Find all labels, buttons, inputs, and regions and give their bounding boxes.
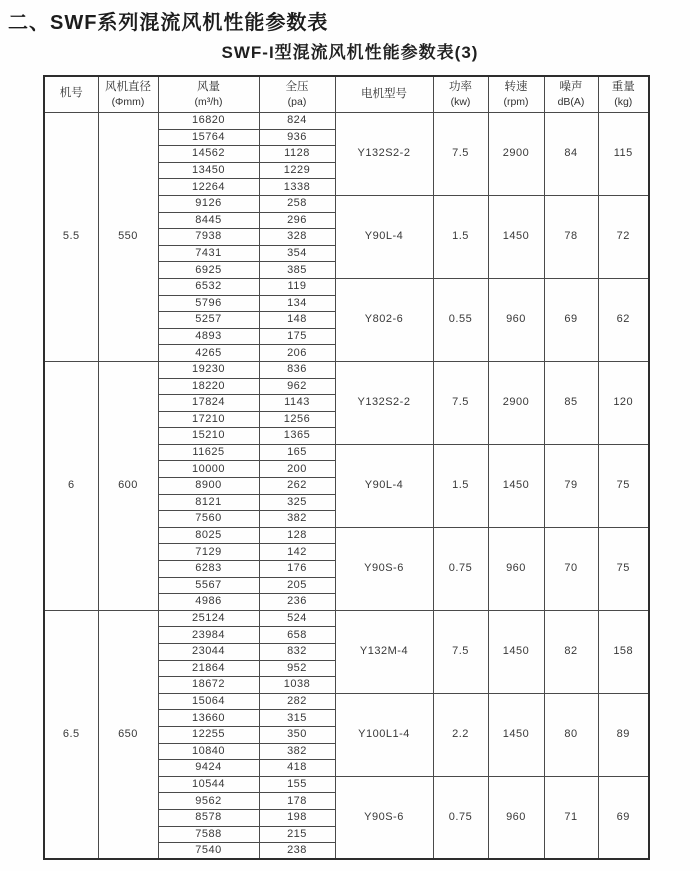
pressure-cell: 119 (259, 278, 335, 295)
flow-cell: 7938 (158, 229, 259, 246)
header-unit: (rpm) (503, 95, 529, 108)
flow-cell: 17824 (158, 395, 259, 412)
pressure-cell: 205 (259, 577, 335, 594)
flow-cell: 6925 (158, 262, 259, 279)
pressure-cell: 328 (259, 229, 335, 246)
pressure-cell: 262 (259, 478, 335, 495)
header-label: 全压 (285, 80, 309, 93)
pressure-cell: 134 (259, 295, 335, 312)
flow-cell: 8445 (158, 212, 259, 229)
flow-cell: 11625 (158, 444, 259, 461)
noise-cell: 82 (544, 610, 598, 693)
flow-cell: 8578 (158, 809, 259, 826)
table-title: SWF-I型混流风机性能参数表(3) (221, 43, 479, 62)
pressure-cell: 836 (259, 361, 335, 378)
weight-cell: 115 (598, 113, 649, 196)
power-cell: 7.5 (433, 610, 488, 693)
flow-cell: 10544 (158, 776, 259, 793)
pressure-cell: 175 (259, 328, 335, 345)
pressure-cell: 354 (259, 245, 335, 262)
flow-cell: 10000 (158, 461, 259, 478)
pressure-cell: 155 (259, 776, 335, 793)
fan-performance-table (43, 75, 650, 860)
machine-no-cell: 6 (44, 361, 98, 610)
pressure-cell: 176 (259, 561, 335, 578)
table-row (44, 610, 649, 627)
noise-cell: 85 (544, 361, 598, 444)
machine-no-cell: 6.5 (44, 610, 98, 859)
speed-cell: 960 (488, 278, 544, 361)
header-unit: (kg) (614, 95, 633, 108)
col-header-speed (488, 76, 544, 113)
pressure-cell: 200 (259, 461, 335, 478)
power-cell: 0.75 (433, 527, 488, 610)
pressure-cell: 128 (259, 527, 335, 544)
pressure-cell: 824 (259, 113, 335, 130)
flow-cell: 12255 (158, 726, 259, 743)
speed-cell: 1450 (488, 444, 544, 527)
power-cell: 0.75 (433, 776, 488, 859)
motor-model-cell: Y90L-4 (335, 195, 433, 278)
flow-cell: 14562 (158, 146, 259, 163)
flow-cell: 13450 (158, 162, 259, 179)
header-label: 重量 (611, 80, 635, 93)
diameter-cell: 650 (98, 610, 158, 859)
pressure-cell: 1256 (259, 411, 335, 428)
col-header-pressure (259, 76, 335, 113)
flow-cell: 21864 (158, 660, 259, 677)
motor-model-cell: Y802-6 (335, 278, 433, 361)
noise-cell: 78 (544, 195, 598, 278)
noise-cell: 79 (544, 444, 598, 527)
col-header-diameter (98, 76, 158, 113)
col-header-motor-model (335, 76, 433, 113)
page-title: 二、SWF系列混流风机性能参数表 (8, 12, 329, 34)
flow-cell: 4893 (158, 328, 259, 345)
pressure-cell: 165 (259, 444, 335, 461)
pressure-cell: 236 (259, 594, 335, 611)
flow-cell: 15210 (158, 428, 259, 445)
noise-cell: 71 (544, 776, 598, 859)
flow-cell: 15764 (158, 129, 259, 146)
weight-cell: 89 (598, 693, 649, 776)
flow-cell: 9126 (158, 195, 259, 212)
table-body (44, 113, 649, 860)
diameter-cell: 550 (98, 113, 158, 362)
pressure-cell: 238 (259, 843, 335, 860)
col-header-weight (598, 76, 649, 113)
pressure-cell: 178 (259, 793, 335, 810)
col-header-power (433, 76, 488, 113)
flow-cell: 17210 (158, 411, 259, 428)
pressure-cell: 1038 (259, 677, 335, 694)
motor-model-cell: Y100L1-4 (335, 693, 433, 776)
pressure-cell: 315 (259, 710, 335, 727)
table-header (44, 76, 649, 113)
speed-cell: 960 (488, 776, 544, 859)
motor-model-cell: Y132S2-2 (335, 361, 433, 444)
header-label: 转速 (504, 80, 528, 93)
noise-cell: 80 (544, 693, 598, 776)
pressure-cell: 418 (259, 760, 335, 777)
pressure-cell: 206 (259, 345, 335, 362)
noise-cell: 84 (544, 113, 598, 196)
weight-cell: 158 (598, 610, 649, 693)
flow-cell: 18220 (158, 378, 259, 395)
flow-cell: 18672 (158, 677, 259, 694)
pressure-cell: 1365 (259, 428, 335, 445)
flow-cell: 8121 (158, 494, 259, 511)
flow-cell: 7560 (158, 511, 259, 528)
flow-cell: 7540 (158, 843, 259, 860)
power-cell: 2.2 (433, 693, 488, 776)
pressure-cell: 1143 (259, 395, 335, 412)
power-cell: 7.5 (433, 361, 488, 444)
motor-model-cell: Y90L-4 (335, 444, 433, 527)
flow-cell: 7588 (158, 826, 259, 843)
speed-cell: 2900 (488, 361, 544, 444)
header-label: 机号 (59, 87, 83, 100)
pressure-cell: 658 (259, 627, 335, 644)
noise-cell: 70 (544, 527, 598, 610)
motor-model-cell: Y90S-6 (335, 776, 433, 859)
pressure-cell: 282 (259, 693, 335, 710)
motor-model-cell: Y90S-6 (335, 527, 433, 610)
flow-cell: 19230 (158, 361, 259, 378)
header-label: 噪声 (559, 80, 583, 93)
header-unit: dB(A) (557, 95, 585, 108)
pressure-cell: 962 (259, 378, 335, 395)
pressure-cell: 350 (259, 726, 335, 743)
weight-cell: 72 (598, 195, 649, 278)
weight-cell: 75 (598, 444, 649, 527)
flow-cell: 5257 (158, 312, 259, 329)
pressure-cell: 936 (259, 129, 335, 146)
pressure-cell: 1128 (259, 146, 335, 163)
weight-cell: 120 (598, 361, 649, 444)
pressure-cell: 524 (259, 610, 335, 627)
table-row (44, 361, 649, 378)
pressure-cell: 258 (259, 195, 335, 212)
speed-cell: 1450 (488, 693, 544, 776)
flow-cell: 23044 (158, 644, 259, 661)
header-label: 风量 (197, 80, 220, 93)
pressure-cell: 1338 (259, 179, 335, 196)
flow-cell: 7431 (158, 245, 259, 262)
power-cell: 1.5 (433, 444, 488, 527)
pressure-cell: 832 (259, 644, 335, 661)
power-cell: 7.5 (433, 113, 488, 196)
header-unit: (pa) (287, 95, 307, 108)
flow-cell: 4986 (158, 594, 259, 611)
table-row (44, 113, 649, 130)
header-label: 风机直径 (105, 80, 151, 93)
pressure-cell: 952 (259, 660, 335, 677)
flow-cell: 10840 (158, 743, 259, 760)
weight-cell: 75 (598, 527, 649, 610)
flow-cell: 8025 (158, 527, 259, 544)
pressure-cell: 385 (259, 262, 335, 279)
col-header-noise (544, 76, 598, 113)
flow-cell: 9424 (158, 760, 259, 777)
flow-cell: 5796 (158, 295, 259, 312)
weight-cell: 69 (598, 776, 649, 859)
noise-cell: 69 (544, 278, 598, 361)
flow-cell: 5567 (158, 577, 259, 594)
weight-cell: 62 (598, 278, 649, 361)
flow-cell: 25124 (158, 610, 259, 627)
pressure-cell: 215 (259, 826, 335, 843)
header-label: 电机型号 (361, 87, 407, 100)
header-unit: (m³/h) (194, 95, 223, 108)
power-cell: 0.55 (433, 278, 488, 361)
pressure-cell: 325 (259, 494, 335, 511)
machine-no-cell: 5.5 (44, 113, 98, 362)
flow-cell: 12264 (158, 179, 259, 196)
motor-model-cell: Y132S2-2 (335, 113, 433, 196)
flow-cell: 8900 (158, 478, 259, 495)
flow-cell: 7129 (158, 544, 259, 561)
flow-cell: 16820 (158, 113, 259, 130)
pressure-cell: 1229 (259, 162, 335, 179)
pressure-cell: 382 (259, 511, 335, 528)
flow-cell: 15064 (158, 693, 259, 710)
pressure-cell: 296 (259, 212, 335, 229)
flow-cell: 4265 (158, 345, 259, 362)
header-row (44, 76, 649, 113)
header-unit: (kw) (450, 95, 471, 108)
diameter-cell: 600 (98, 361, 158, 610)
flow-cell: 6532 (158, 278, 259, 295)
speed-cell: 960 (488, 527, 544, 610)
pressure-cell: 382 (259, 743, 335, 760)
flow-cell: 6283 (158, 561, 259, 578)
flow-cell: 13660 (158, 710, 259, 727)
speed-cell: 2900 (488, 113, 544, 196)
power-cell: 1.5 (433, 195, 488, 278)
col-header-machine-no (44, 76, 98, 113)
pressure-cell: 198 (259, 809, 335, 826)
header-unit: (Φmm) (111, 95, 145, 108)
motor-model-cell: Y132M-4 (335, 610, 433, 693)
speed-cell: 1450 (488, 195, 544, 278)
pressure-cell: 142 (259, 544, 335, 561)
speed-cell: 1450 (488, 610, 544, 693)
flow-cell: 23984 (158, 627, 259, 644)
pressure-cell: 148 (259, 312, 335, 329)
header-label: 功率 (449, 80, 472, 93)
flow-cell: 9562 (158, 793, 259, 810)
col-header-flow (158, 76, 259, 113)
